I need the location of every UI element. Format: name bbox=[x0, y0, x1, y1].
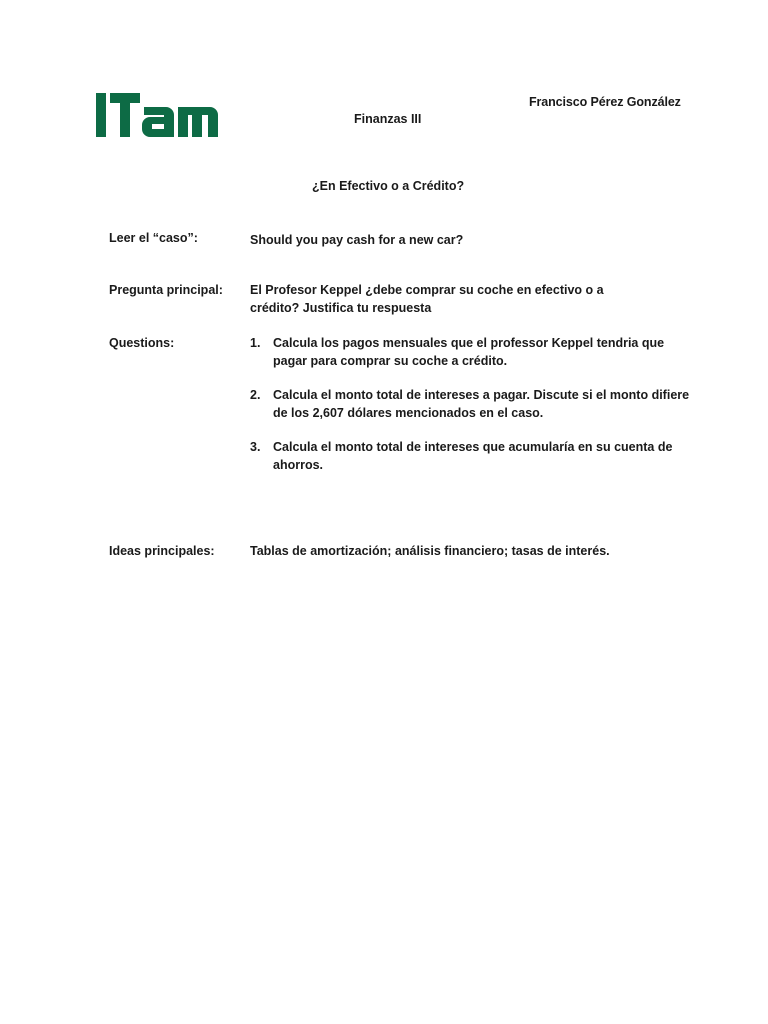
main-question-label: Pregunta principal: bbox=[109, 283, 223, 297]
case-label: Leer el “caso”: bbox=[109, 231, 198, 245]
course-name: Finanzas III bbox=[354, 112, 422, 126]
ideas-label: Ideas principales: bbox=[109, 544, 215, 558]
case-value: Should you pay cash for a new car? bbox=[250, 233, 464, 247]
question-item bbox=[250, 386, 695, 422]
question-number: 2. bbox=[250, 388, 261, 402]
question-text: Calcula el monto total de intereses que acumularía en su cuenta de ahorros. bbox=[273, 440, 673, 472]
question-item bbox=[250, 334, 695, 370]
question-item bbox=[250, 438, 695, 474]
author-name: Francisco Pérez González bbox=[529, 95, 681, 109]
question-number: 1. bbox=[250, 336, 261, 350]
document-title: ¿En Efectivo o a Crédito? bbox=[312, 179, 465, 193]
question-number: 3. bbox=[250, 440, 261, 454]
questions-label: Questions: bbox=[109, 336, 175, 350]
ideas-value: Tablas de amortización; análisis financiero; tasas de interés. bbox=[250, 544, 610, 558]
question-text: Calcula el monto total de intereses a pagar. Discute si el monto difiere de los 2,607 dólares mencionados en el caso. bbox=[273, 388, 690, 420]
itam-logo bbox=[96, 90, 218, 140]
questions-list bbox=[250, 334, 695, 490]
question-text: Calcula los pagos mensuales que el professor Keppel tendria que pagar para comprar su coche a crédito. bbox=[273, 336, 665, 368]
main-question-value: El Profesor Keppel ¿debe comprar su coche en efectivo o a crédito? Justifica tu respuesta bbox=[250, 283, 604, 315]
